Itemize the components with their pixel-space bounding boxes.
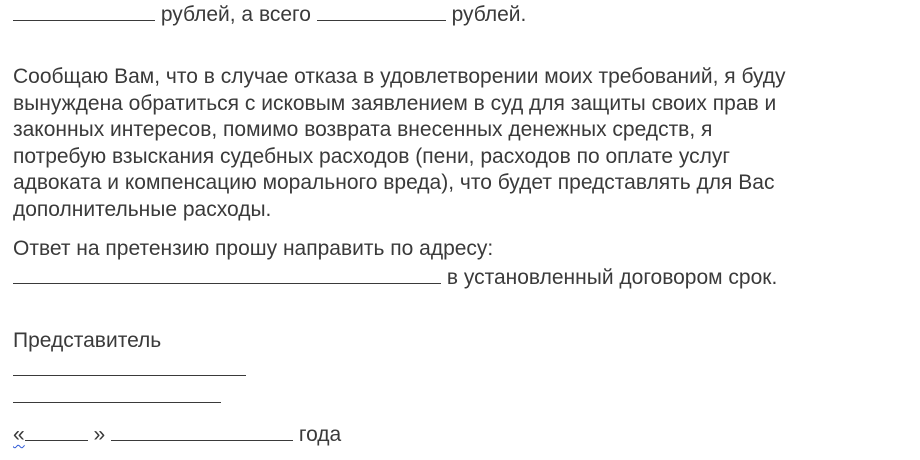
date-line — [13, 420, 341, 448]
signature-line — [13, 355, 246, 383]
year-suffix: года — [293, 423, 342, 446]
amount-blank[interactable] — [13, 0, 155, 21]
month-blank[interactable] — [111, 420, 293, 441]
address-line — [13, 263, 777, 291]
notice-paragraph — [13, 64, 893, 223]
notice-line: вынуждена обратиться с исковым заявлением в суд для защиты своих прав и — [13, 91, 777, 115]
amount-text-rubles: рублей, а всего — [155, 3, 317, 26]
notice-line: потребую взыскания судебных расходов (пени, расходов по оплате услуг — [13, 144, 731, 168]
open-quote: « — [13, 423, 25, 446]
address-deadline-text: в установленный договором срок. — [441, 266, 778, 289]
notice-line: законных интересов, помимо возврата внесенных денежных средств, я — [13, 118, 713, 141]
notice-line: Сообщаю Вам, что в случае отказа в удовлетворении моих требований, я буду — [13, 65, 786, 88]
address-request: Ответ на претензию прошу направить по адресу: — [13, 237, 494, 260]
representative-label: Представитель — [13, 329, 162, 352]
total-blank[interactable] — [317, 0, 446, 21]
notice-line: адвоката и компенсацию морального вреда), что будет представлять для Вас — [13, 171, 775, 194]
total-text-rubles: рублей. — [445, 3, 527, 26]
close-quote: » — [87, 423, 112, 446]
day-blank[interactable] — [25, 420, 88, 441]
name-line — [13, 382, 221, 410]
amount-line — [13, 0, 526, 28]
address-blank[interactable] — [13, 263, 441, 284]
notice-line: дополнительные расходы. — [13, 197, 272, 221]
name-blank[interactable] — [13, 382, 221, 403]
signature-blank[interactable] — [13, 355, 246, 376]
